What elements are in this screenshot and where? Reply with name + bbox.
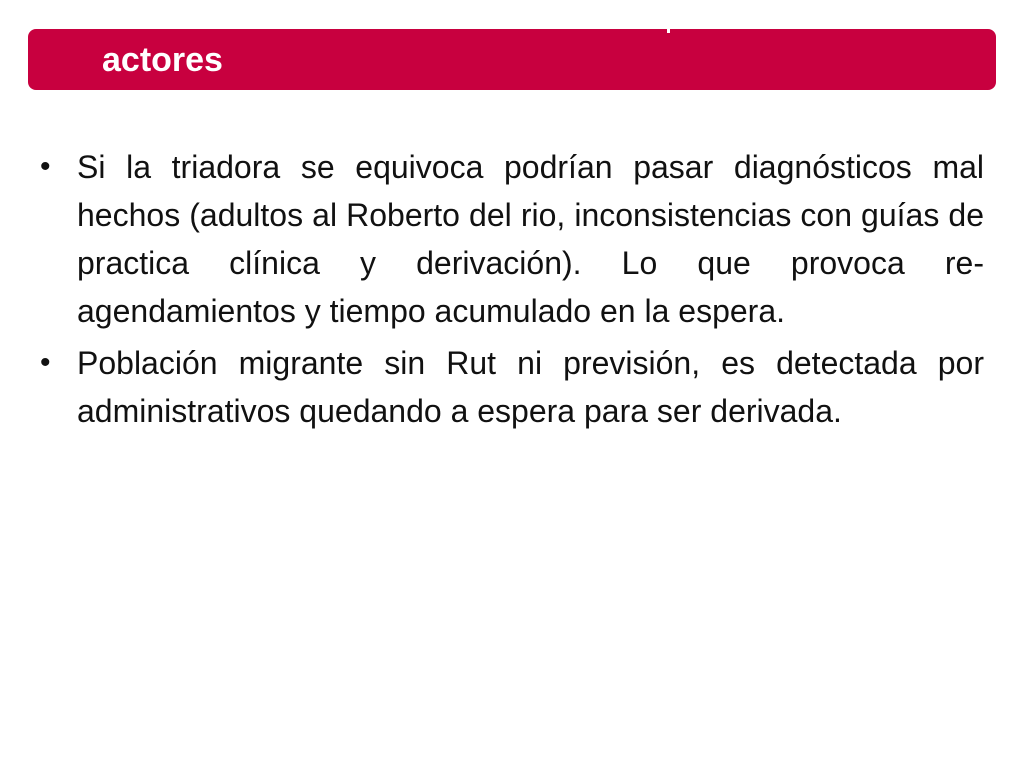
bullet-text-2: Población migrante sin Rut ni previsión, es detectada por administrativos quedando a espera para ser derivada.	[77, 345, 984, 429]
bullet-icon: •	[40, 150, 51, 183]
slide-title-bar	[28, 29, 996, 90]
slide-title: actores	[102, 41, 223, 79]
clipped-title-glyph	[667, 29, 670, 33]
bullet-list	[40, 143, 984, 439]
bullet-item-2	[40, 339, 984, 435]
bullet-text-1: Si la triadora se equivoca podrían pasar diagnósticos mal hechos (adultos al Roberto del rio, inconsistencias con guías de practica clínica y derivación). Lo que provoca re-agendamientos y tiempo acumulado en la espera.	[77, 149, 984, 329]
bullet-icon: •	[40, 346, 51, 379]
bullet-item-1	[40, 143, 984, 335]
